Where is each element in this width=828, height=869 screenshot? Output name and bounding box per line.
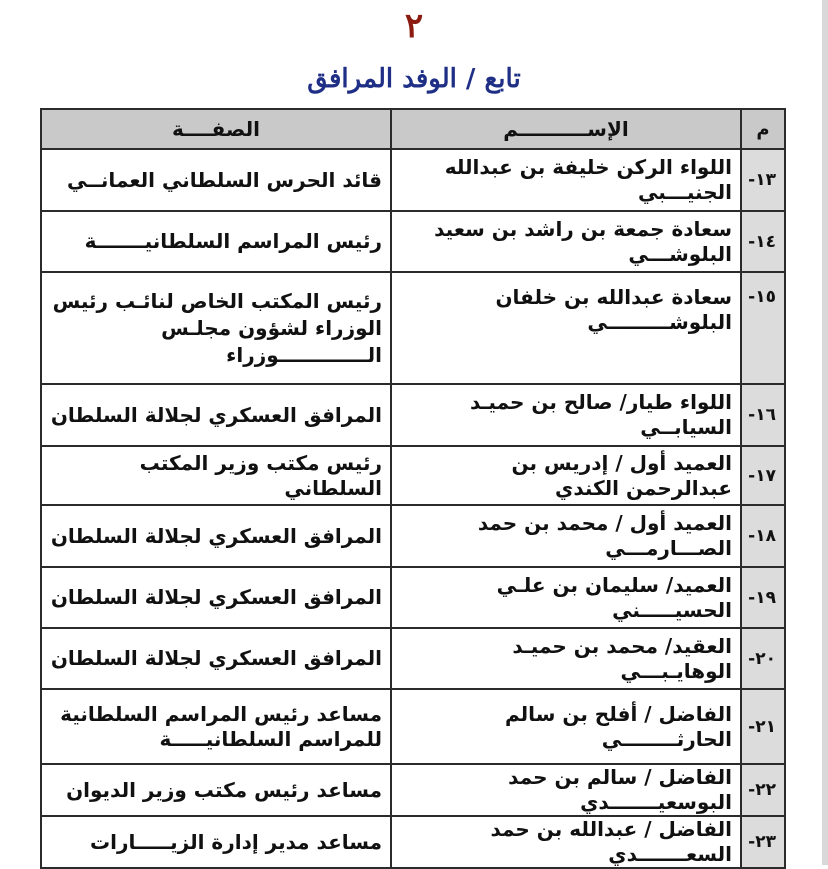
row-name: الفاضل / عبدالله بن حمد السعـــــــدي [391,816,741,868]
row-number: ١٦- [741,384,785,446]
page-title: تابع / الوفد المرافق [307,64,521,94]
row-name: سعادة جمعة بن راشد بن سعيد البلوشـــي [391,211,741,272]
row-number: ١٨- [741,505,785,567]
row-name: اللواء الركن خليفة بن عبدالله الجنيـــبي [391,149,741,211]
header-role: الصفــــة [41,109,391,149]
table-row [41,567,785,628]
row-role: مساعد رئيس مكتب وزير الديوان [41,764,391,816]
row-role: المرافق العسكري لجلالة السلطان [41,505,391,567]
row-number: ٢٢- [741,764,785,816]
header-name: الإســــــــــم [391,109,741,149]
row-name: سعادة عبدالله بن خلفان البلوشـــــــــي [391,272,741,384]
delegation-table [40,108,786,869]
row-number: ١٥- [741,272,785,384]
page-number: ٢ [404,6,424,46]
row-number: ٢١- [741,689,785,764]
table-row [41,816,785,868]
row-number: ٢٣- [741,816,785,868]
row-name: العميد/ سليمان بن علـي الحسيـــــني [391,567,741,628]
row-number: ١٧- [741,446,785,505]
page-edge-shadow [822,0,828,865]
table-row [41,628,785,689]
row-name: العميد أول / محمد بن حمد الصـــارمـــي [391,505,741,567]
table-row [41,211,785,272]
table-row [41,689,785,764]
row-role: المرافق العسكري لجلالة السلطان [41,384,391,446]
table-header-row [41,109,785,149]
table-row [41,149,785,211]
row-name: الفاضل / سالم بن حمد البوسعيـــــــدي [391,764,741,816]
row-role: مساعد رئيس المراسم السلطانية للمراسم السلطانيـــــة [41,689,391,764]
table-row [41,505,785,567]
row-name: العقيد/ محمد بن حميـد الوهايـبـــي [391,628,741,689]
row-number: ٢٠- [741,628,785,689]
row-role: قائد الحرس السلطاني العمانــي [41,149,391,211]
row-name: الفاضل / أفلح بن سالم الحارثــــــــي [391,689,741,764]
table-row [41,764,785,816]
table-row [41,446,785,505]
row-role: المرافق العسكري لجلالة السلطان [41,628,391,689]
row-name: اللواء طيار/ صالح بن حميـد السيابــي [391,384,741,446]
row-number: ١٤- [741,211,785,272]
row-number: ١٩- [741,567,785,628]
row-role: رئيس المكتب الخاص لنائـب رئيس الوزراء لشؤون مجلـس الـــــــــــــوزراء [41,272,391,384]
row-role: مساعد مدير إدارة الزيـــــارات [41,816,391,868]
row-number: ١٣- [741,149,785,211]
table-row [41,272,785,384]
row-role: رئيس المراسم السلطانيـــــــة [41,211,391,272]
row-name: العميد أول / إدريس بن عبدالرحمن الكندي [391,446,741,505]
table-row [41,384,785,446]
row-role: المرافق العسكري لجلالة السلطان [41,567,391,628]
row-role: رئيس مكتب وزير المكتب السلطاني [41,446,391,505]
header-number: م [741,109,785,149]
